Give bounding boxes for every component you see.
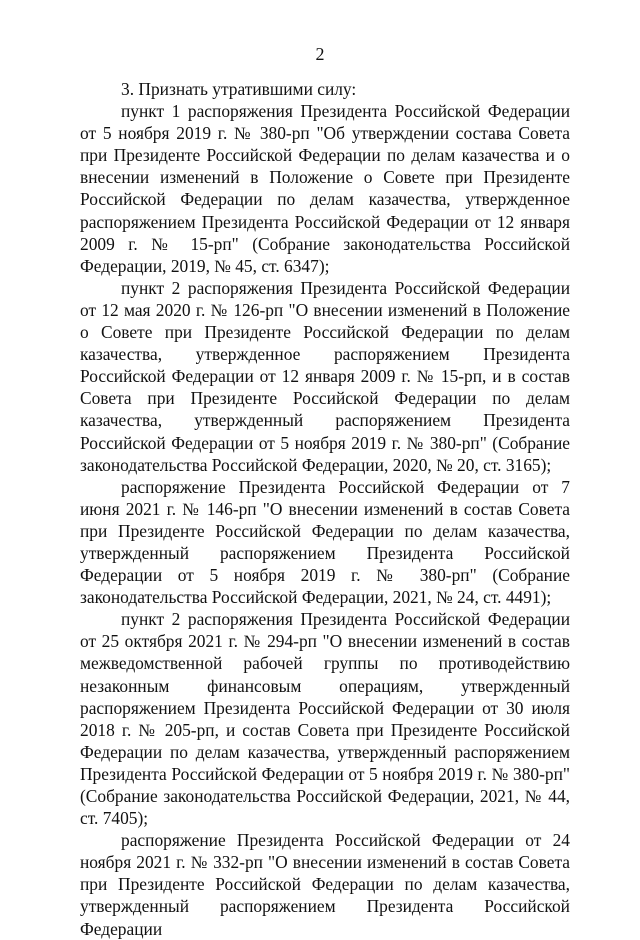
paragraph-item-3-heading: 3. Признать утратившими силу: [121,79,357,99]
paragraph-revoked-point-1: пункт 1 распоряжения Президента Российской Федерации от 5 ноября 2019 г. № 380-рп "Об утверждении состава Совета при Президенте Российской Федерации по делам казачества и о внесении изменений в Положение о Совете при Президенте Российской Федерации по делам казачества, утвержденное распоряжением Президента Российской Федерации от 12 января 2009 г. № 15-рп" (Собрание законодательства Российской Федерации, 2019, № 45, ст. 6347); [80,101,570,276]
paragraph-revoked-order-332: распоряжение Президента Российской Федерации от 24 ноября 2021 г. № 332-рп "О внесении изменений в состав Совета при Президенте Российской Федерации по делам казачества, утвержденный распоряжением Президента Российской Федерации [80,830,570,939]
paragraph-revoked-order-146: распоряжение Президента Российской Федерации от 7 июня 2021 г. № 146-рп "О внесении изменений в состав Совета при Президенте Российской Федерации по делам казачества, утвержденный распоряжением Президента Российской Федерации от 5 ноября 2019 г. № 380-рп" (Собрание законодательства Российской Федерации, 2021, № 24, ст. 4491); [80,476,570,608]
paragraph-revoked-point-2-order-294: пункт 2 распоряжения Президента Российской Федерации от 25 октября 2021 г. № 294-рп "О внесении изменений в состав межведомственной рабочей группы по противодействию незаконным финансовым операциям, утвержденный распоряжением Президента Российской Федерации от 30 июля 2018 г. № 205-рп, и состав Совета при Президенте Российской Федерации по делам казачества, утвержденный распоряжением Президента Российской Федерации от 5 ноября 2019 г. № 380-рп" (Собрание законодательства Российской Федерации, 2021, № 44, ст. 7405); [80,609,570,829]
document-body [80,78,570,940]
page-number: 2 [315,44,325,64]
paragraph-revoked-point-2: пункт 2 распоряжения Президента Российской Федерации от 12 мая 2020 г. № 126-рп "О внесении изменений в Положение о Совете при Президенте Российской Федерации по делам казачества, утвержденное распоряжением Президента Российской Федерации от 12 января 2009 г. № 15-рп, и в состав Совета при Президенте Российской Федерации по делам казачества, утвержденный распоряжением Президента Российской Федерации от 5 ноября 2019 г. № 380-рп" (Собрание законодательства Российской Федерации, 2020, № 20, ст. 3165); [80,277,570,475]
